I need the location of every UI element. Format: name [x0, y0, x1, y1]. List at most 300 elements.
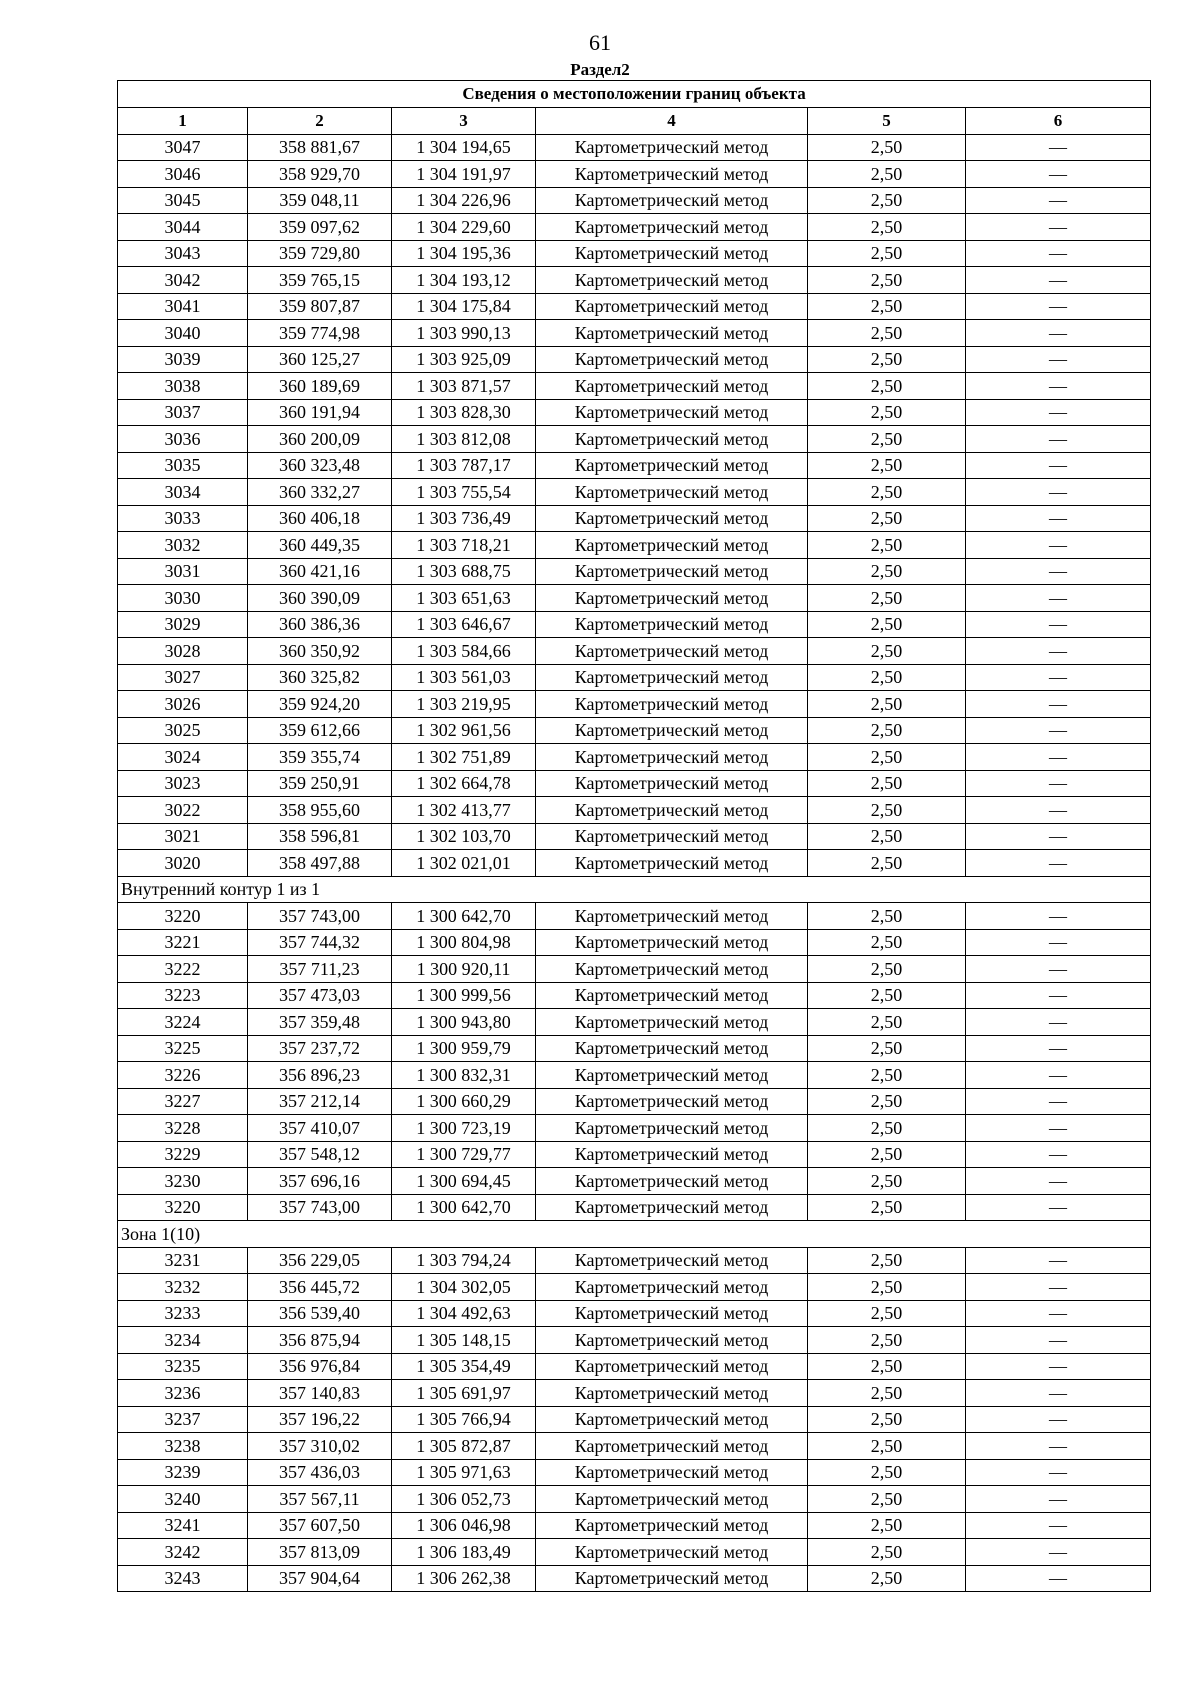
table-row [118, 426, 1151, 453]
x-coordinate-cell: 360 332,27 [248, 479, 392, 506]
table-row [118, 929, 1151, 956]
table-row [118, 1406, 1151, 1433]
method-cell: Картометрический метод [536, 532, 808, 559]
accuracy-cell: 2,50 [808, 929, 966, 956]
point-number-cell: 3042 [118, 267, 248, 294]
table-row [118, 1274, 1151, 1301]
description-cell: — [966, 1433, 1151, 1460]
point-number-cell: 3230 [118, 1168, 248, 1195]
point-number-cell: 3237 [118, 1406, 248, 1433]
y-coordinate-cell: 1 306 183,49 [392, 1539, 536, 1566]
y-coordinate-cell: 1 304 226,96 [392, 187, 536, 214]
x-coordinate-cell: 360 390,09 [248, 585, 392, 612]
x-coordinate-cell: 360 421,16 [248, 558, 392, 585]
accuracy-cell: 2,50 [808, 240, 966, 267]
x-coordinate-cell: 360 325,82 [248, 664, 392, 691]
method-cell: Картометрический метод [536, 664, 808, 691]
method-cell: Картометрический метод [536, 585, 808, 612]
method-cell: Картометрический метод [536, 346, 808, 373]
x-coordinate-cell: 356 539,40 [248, 1300, 392, 1327]
x-coordinate-cell: 360 189,69 [248, 373, 392, 400]
x-coordinate-cell: 359 355,74 [248, 744, 392, 771]
accuracy-cell: 2,50 [808, 1486, 966, 1513]
method-cell: Картометрический метод [536, 1274, 808, 1301]
section-label: Зона 1(10) [118, 1221, 1151, 1248]
point-number-cell: 3223 [118, 982, 248, 1009]
table-row [118, 187, 1151, 214]
method-cell: Картометрический метод [536, 134, 808, 161]
table-row [118, 956, 1151, 983]
accuracy-cell: 2,50 [808, 187, 966, 214]
table-row [118, 611, 1151, 638]
x-coordinate-cell: 356 976,84 [248, 1353, 392, 1380]
table-row [118, 505, 1151, 532]
y-coordinate-cell: 1 303 794,24 [392, 1247, 536, 1274]
table-body [118, 134, 1151, 1592]
x-coordinate-cell: 359 924,20 [248, 691, 392, 718]
accuracy-cell: 2,50 [808, 1194, 966, 1221]
y-coordinate-cell: 1 304 194,65 [392, 134, 536, 161]
accuracy-cell: 2,50 [808, 1062, 966, 1089]
method-cell: Картометрический метод [536, 399, 808, 426]
accuracy-cell: 2,50 [808, 770, 966, 797]
table-row [118, 399, 1151, 426]
point-number-cell: 3243 [118, 1565, 248, 1592]
x-coordinate-cell: 359 612,66 [248, 717, 392, 744]
x-coordinate-cell: 360 386,36 [248, 611, 392, 638]
method-cell: Картометрический метод [536, 1539, 808, 1566]
x-coordinate-cell: 357 743,00 [248, 1194, 392, 1221]
y-coordinate-cell: 1 303 219,95 [392, 691, 536, 718]
table-row [118, 1115, 1151, 1142]
table-row [118, 1486, 1151, 1513]
description-cell: — [966, 638, 1151, 665]
point-number-cell: 3238 [118, 1433, 248, 1460]
accuracy-cell: 2,50 [808, 1433, 966, 1460]
accuracy-cell: 2,50 [808, 611, 966, 638]
point-number-cell: 3022 [118, 797, 248, 824]
description-cell: — [966, 956, 1151, 983]
method-cell: Картометрический метод [536, 823, 808, 850]
column-header: 2 [248, 108, 392, 135]
description-cell: — [966, 1406, 1151, 1433]
y-coordinate-cell: 1 300 694,45 [392, 1168, 536, 1195]
description-cell: — [966, 1247, 1151, 1274]
table-row [118, 1141, 1151, 1168]
table-row [118, 373, 1151, 400]
table-row [118, 1433, 1151, 1460]
y-coordinate-cell: 1 303 688,75 [392, 558, 536, 585]
accuracy-cell: 2,50 [808, 717, 966, 744]
y-coordinate-cell: 1 300 642,70 [392, 903, 536, 930]
x-coordinate-cell: 359 774,98 [248, 320, 392, 347]
table-row [118, 240, 1151, 267]
method-cell: Картометрический метод [536, 1194, 808, 1221]
table-header [118, 81, 1151, 135]
point-number-cell: 3043 [118, 240, 248, 267]
accuracy-cell: 2,50 [808, 505, 966, 532]
method-cell: Картометрический метод [536, 611, 808, 638]
y-coordinate-cell: 1 303 561,03 [392, 664, 536, 691]
description-cell: — [966, 1327, 1151, 1354]
description-cell: — [966, 505, 1151, 532]
description-cell: — [966, 929, 1151, 956]
description-cell: — [966, 982, 1151, 1009]
description-cell: — [966, 1141, 1151, 1168]
table-caption-row [118, 81, 1151, 108]
table-row [118, 1035, 1151, 1062]
y-coordinate-cell: 1 306 262,38 [392, 1565, 536, 1592]
table-row [118, 320, 1151, 347]
page-number: 61 [589, 30, 611, 55]
accuracy-cell: 2,50 [808, 1141, 966, 1168]
y-coordinate-cell: 1 302 021,01 [392, 850, 536, 877]
table-row [118, 717, 1151, 744]
description-cell: — [966, 1486, 1151, 1513]
point-number-cell: 3026 [118, 691, 248, 718]
method-cell: Картометрический метод [536, 214, 808, 241]
method-cell: Картометрический метод [536, 558, 808, 585]
method-cell: Картометрический метод [536, 1168, 808, 1195]
x-coordinate-cell: 356 229,05 [248, 1247, 392, 1274]
column-header: 3 [392, 108, 536, 135]
description-cell: — [966, 1512, 1151, 1539]
table-row [118, 1194, 1151, 1221]
method-cell: Картометрический метод [536, 1565, 808, 1592]
x-coordinate-cell: 357 607,50 [248, 1512, 392, 1539]
y-coordinate-cell: 1 300 999,56 [392, 982, 536, 1009]
accuracy-cell: 2,50 [808, 452, 966, 479]
accuracy-cell: 2,50 [808, 479, 966, 506]
description-cell: — [966, 320, 1151, 347]
point-number-cell: 3224 [118, 1009, 248, 1036]
description-cell: — [966, 1459, 1151, 1486]
method-cell: Картометрический метод [536, 1486, 808, 1513]
accuracy-cell: 2,50 [808, 1512, 966, 1539]
accuracy-cell: 2,50 [808, 1035, 966, 1062]
table-row [118, 479, 1151, 506]
method-cell: Картометрический метод [536, 1406, 808, 1433]
accuracy-cell: 2,50 [808, 134, 966, 161]
table-row [118, 770, 1151, 797]
method-cell: Картометрический метод [536, 293, 808, 320]
description-cell: — [966, 373, 1151, 400]
x-coordinate-cell: 357 310,02 [248, 1433, 392, 1460]
point-number-cell: 3028 [118, 638, 248, 665]
table-row [118, 664, 1151, 691]
method-cell: Картометрический метод [536, 956, 808, 983]
x-coordinate-cell: 359 765,15 [248, 267, 392, 294]
method-cell: Картометрический метод [536, 638, 808, 665]
point-number-cell: 3231 [118, 1247, 248, 1274]
method-cell: Картометрический метод [536, 452, 808, 479]
column-header: 5 [808, 108, 966, 135]
section-label: Внутренний контур 1 из 1 [118, 876, 1151, 903]
x-coordinate-cell: 357 436,03 [248, 1459, 392, 1486]
description-cell: — [966, 691, 1151, 718]
x-coordinate-cell: 357 212,14 [248, 1088, 392, 1115]
accuracy-cell: 2,50 [808, 744, 966, 771]
x-coordinate-cell: 357 140,83 [248, 1380, 392, 1407]
description-cell: — [966, 1565, 1151, 1592]
table-row [118, 1539, 1151, 1566]
description-cell: — [966, 346, 1151, 373]
method-cell: Картометрический метод [536, 744, 808, 771]
method-cell: Картометрический метод [536, 426, 808, 453]
y-coordinate-cell: 1 305 872,87 [392, 1433, 536, 1460]
table-row [118, 638, 1151, 665]
table-row [118, 850, 1151, 877]
accuracy-cell: 2,50 [808, 1168, 966, 1195]
y-coordinate-cell: 1 300 723,19 [392, 1115, 536, 1142]
x-coordinate-cell: 358 955,60 [248, 797, 392, 824]
point-number-cell: 3229 [118, 1141, 248, 1168]
y-coordinate-cell: 1 305 691,97 [392, 1380, 536, 1407]
point-number-cell: 3036 [118, 426, 248, 453]
accuracy-cell: 2,50 [808, 267, 966, 294]
y-coordinate-cell: 1 305 971,63 [392, 1459, 536, 1486]
x-coordinate-cell: 357 196,22 [248, 1406, 392, 1433]
accuracy-cell: 2,50 [808, 903, 966, 930]
point-number-cell: 3035 [118, 452, 248, 479]
point-number-cell: 3220 [118, 1194, 248, 1221]
x-coordinate-cell: 357 410,07 [248, 1115, 392, 1142]
accuracy-cell: 2,50 [808, 691, 966, 718]
point-number-cell: 3225 [118, 1035, 248, 1062]
table-row [118, 1300, 1151, 1327]
x-coordinate-cell: 360 350,92 [248, 638, 392, 665]
x-coordinate-cell: 357 548,12 [248, 1141, 392, 1168]
y-coordinate-cell: 1 303 828,30 [392, 399, 536, 426]
point-number-cell: 3024 [118, 744, 248, 771]
point-number-cell: 3242 [118, 1539, 248, 1566]
point-number-cell: 3232 [118, 1274, 248, 1301]
y-coordinate-cell: 1 300 959,79 [392, 1035, 536, 1062]
y-coordinate-cell: 1 302 664,78 [392, 770, 536, 797]
method-cell: Картометрический метод [536, 505, 808, 532]
description-cell: — [966, 267, 1151, 294]
y-coordinate-cell: 1 300 804,98 [392, 929, 536, 956]
description-cell: — [966, 134, 1151, 161]
x-coordinate-cell: 357 813,09 [248, 1539, 392, 1566]
y-coordinate-cell: 1 303 718,21 [392, 532, 536, 559]
x-coordinate-cell: 359 097,62 [248, 214, 392, 241]
y-coordinate-cell: 1 303 787,17 [392, 452, 536, 479]
point-number-cell: 3029 [118, 611, 248, 638]
description-cell: — [966, 1194, 1151, 1221]
y-coordinate-cell: 1 306 046,98 [392, 1512, 536, 1539]
method-cell: Картометрический метод [536, 850, 808, 877]
method-cell: Картометрический метод [536, 1088, 808, 1115]
section-row [118, 876, 1151, 903]
point-number-cell: 3027 [118, 664, 248, 691]
method-cell: Картометрический метод [536, 187, 808, 214]
point-number-cell: 3045 [118, 187, 248, 214]
table-row [118, 1459, 1151, 1486]
description-cell: — [966, 187, 1151, 214]
accuracy-cell: 2,50 [808, 558, 966, 585]
description-cell: — [966, 1300, 1151, 1327]
method-cell: Картометрический метод [536, 1353, 808, 1380]
y-coordinate-cell: 1 303 755,54 [392, 479, 536, 506]
point-number-cell: 3030 [118, 585, 248, 612]
method-cell: Картометрический метод [536, 797, 808, 824]
point-number-cell: 3236 [118, 1380, 248, 1407]
method-cell: Картометрический метод [536, 479, 808, 506]
accuracy-cell: 2,50 [808, 664, 966, 691]
y-coordinate-cell: 1 304 492,63 [392, 1300, 536, 1327]
x-coordinate-cell: 359 729,80 [248, 240, 392, 267]
x-coordinate-cell: 357 567,11 [248, 1486, 392, 1513]
x-coordinate-cell: 357 696,16 [248, 1168, 392, 1195]
point-number-cell: 3046 [118, 161, 248, 188]
x-coordinate-cell: 357 744,32 [248, 929, 392, 956]
point-number-cell: 3241 [118, 1512, 248, 1539]
y-coordinate-cell: 1 304 302,05 [392, 1274, 536, 1301]
accuracy-cell: 2,50 [808, 1115, 966, 1142]
table-row [118, 161, 1151, 188]
point-number-cell: 3234 [118, 1327, 248, 1354]
method-cell: Картометрический метод [536, 1141, 808, 1168]
accuracy-cell: 2,50 [808, 797, 966, 824]
y-coordinate-cell: 1 303 812,08 [392, 426, 536, 453]
accuracy-cell: 2,50 [808, 982, 966, 1009]
accuracy-cell: 2,50 [808, 214, 966, 241]
accuracy-cell: 2,50 [808, 850, 966, 877]
point-number-cell: 3041 [118, 293, 248, 320]
description-cell: — [966, 1115, 1151, 1142]
point-number-cell: 3233 [118, 1300, 248, 1327]
x-coordinate-cell: 360 449,35 [248, 532, 392, 559]
point-number-cell: 3221 [118, 929, 248, 956]
y-coordinate-cell: 1 303 584,66 [392, 638, 536, 665]
table-row [118, 585, 1151, 612]
y-coordinate-cell: 1 304 193,12 [392, 267, 536, 294]
y-coordinate-cell: 1 300 943,80 [392, 1009, 536, 1036]
description-cell: — [966, 903, 1151, 930]
x-coordinate-cell: 356 875,94 [248, 1327, 392, 1354]
method-cell: Картометрический метод [536, 1062, 808, 1089]
column-header-row [118, 108, 1151, 135]
table-row [118, 1088, 1151, 1115]
point-number-cell: 3239 [118, 1459, 248, 1486]
point-number-cell: 3034 [118, 479, 248, 506]
x-coordinate-cell: 356 896,23 [248, 1062, 392, 1089]
accuracy-cell: 2,50 [808, 373, 966, 400]
description-cell: — [966, 850, 1151, 877]
x-coordinate-cell: 359 807,87 [248, 293, 392, 320]
table-row [118, 744, 1151, 771]
accuracy-cell: 2,50 [808, 1406, 966, 1433]
x-coordinate-cell: 358 497,88 [248, 850, 392, 877]
description-cell: — [966, 214, 1151, 241]
y-coordinate-cell: 1 303 871,57 [392, 373, 536, 400]
accuracy-cell: 2,50 [808, 1353, 966, 1380]
y-coordinate-cell: 1 302 751,89 [392, 744, 536, 771]
description-cell: — [966, 293, 1151, 320]
description-cell: — [966, 1088, 1151, 1115]
accuracy-cell: 2,50 [808, 1009, 966, 1036]
description-cell: — [966, 532, 1151, 559]
method-cell: Картометрический метод [536, 770, 808, 797]
accuracy-cell: 2,50 [808, 346, 966, 373]
description-cell: — [966, 1009, 1151, 1036]
table-row [118, 903, 1151, 930]
point-number-cell: 3037 [118, 399, 248, 426]
description-cell: — [966, 1380, 1151, 1407]
method-cell: Картометрический метод [536, 320, 808, 347]
y-coordinate-cell: 1 306 052,73 [392, 1486, 536, 1513]
point-number-cell: 3023 [118, 770, 248, 797]
accuracy-cell: 2,50 [808, 1300, 966, 1327]
point-number-cell: 3222 [118, 956, 248, 983]
method-cell: Картометрический метод [536, 1035, 808, 1062]
y-coordinate-cell: 1 303 925,09 [392, 346, 536, 373]
table-row [118, 823, 1151, 850]
x-coordinate-cell: 357 359,48 [248, 1009, 392, 1036]
x-coordinate-cell: 357 904,64 [248, 1565, 392, 1592]
method-cell: Картометрический метод [536, 1512, 808, 1539]
point-number-cell: 3033 [118, 505, 248, 532]
x-coordinate-cell: 360 125,27 [248, 346, 392, 373]
point-number-cell: 3235 [118, 1353, 248, 1380]
table-row [118, 1327, 1151, 1354]
table-row [118, 1247, 1151, 1274]
accuracy-cell: 2,50 [808, 293, 966, 320]
description-cell: — [966, 479, 1151, 506]
y-coordinate-cell: 1 302 413,77 [392, 797, 536, 824]
description-cell: — [966, 664, 1151, 691]
table-row [118, 691, 1151, 718]
method-cell: Картометрический метод [536, 717, 808, 744]
x-coordinate-cell: 358 929,70 [248, 161, 392, 188]
x-coordinate-cell: 357 711,23 [248, 956, 392, 983]
description-cell: — [966, 1168, 1151, 1195]
description-cell: — [966, 797, 1151, 824]
accuracy-cell: 2,50 [808, 585, 966, 612]
point-number-cell: 3038 [118, 373, 248, 400]
description-cell: — [966, 1062, 1151, 1089]
description-cell: — [966, 744, 1151, 771]
table-row [118, 1168, 1151, 1195]
y-coordinate-cell: 1 300 729,77 [392, 1141, 536, 1168]
table-row [118, 214, 1151, 241]
x-coordinate-cell: 360 200,09 [248, 426, 392, 453]
point-number-cell: 3039 [118, 346, 248, 373]
table-row [118, 558, 1151, 585]
accuracy-cell: 2,50 [808, 1088, 966, 1115]
method-cell: Картометрический метод [536, 691, 808, 718]
table-row [118, 797, 1151, 824]
table-row [118, 452, 1151, 479]
x-coordinate-cell: 357 473,03 [248, 982, 392, 1009]
y-coordinate-cell: 1 304 175,84 [392, 293, 536, 320]
column-header: 1 [118, 108, 248, 135]
accuracy-cell: 2,50 [808, 1539, 966, 1566]
description-cell: — [966, 823, 1151, 850]
description-cell: — [966, 611, 1151, 638]
y-coordinate-cell: 1 300 660,29 [392, 1088, 536, 1115]
y-coordinate-cell: 1 304 191,97 [392, 161, 536, 188]
method-cell: Картометрический метод [536, 929, 808, 956]
method-cell: Картометрический метод [536, 1115, 808, 1142]
accuracy-cell: 2,50 [808, 956, 966, 983]
description-cell: — [966, 399, 1151, 426]
description-cell: — [966, 1539, 1151, 1566]
column-header: 4 [536, 108, 808, 135]
table-row [118, 1565, 1151, 1592]
method-cell: Картометрический метод [536, 1009, 808, 1036]
